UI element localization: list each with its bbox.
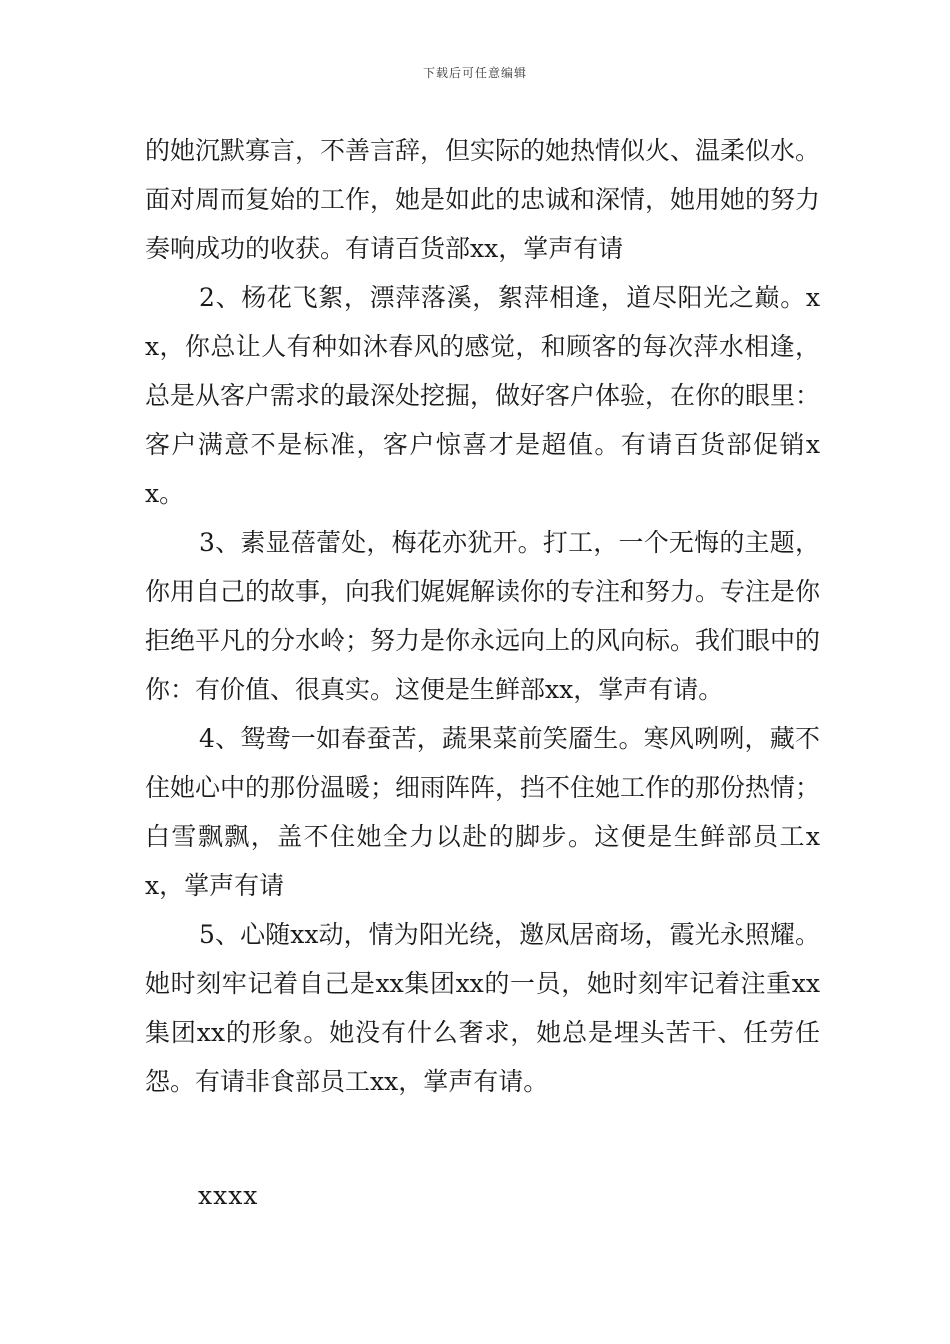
paragraph-item-3: 3、素显蓓蕾处，梅花亦犹开。打工，一个无悔的主题，你用自己的故事，向我们娓娓解读你的专注和努力。专注是你拒绝平凡的分水岭；努力是你永远向上的风向标。我们眼中的你：有价值、很真实。这便是生鲜部xx，掌声有请。 — [145, 528, 821, 704]
page-header: 下载后可任意编辑 — [422, 66, 527, 80]
signature: xxxx — [198, 1181, 259, 1210]
paragraph-item-5: 5、心随xx动，情为阳光绕，邀凤居商场，霞光永照耀。她时刻牢记着自己是xx集团xx的一员，她时刻牢记着注重xx集团xx的形象。她没有什么奢求，她总是埋头苦干、任劳任怨。有请非食部员工xx，掌声有请。 — [145, 920, 820, 1096]
document-body — [145, 126, 820, 1106]
paragraph-continuation: 的她沉默寡言，不善言辞，但实际的她热情似火、温柔似水。面对周而复始的工作，她是如此的忠诚和深情，她用她的努力奏响成功的收获。有请百货部xx，掌声有请 — [145, 136, 821, 263]
paragraph-item-4: 4、鸳鸯一如春蚕苦，蔬果菜前笑靥生。寒风咧咧，藏不住她心中的那份温暖；细雨阵阵，挡不住她工作的那份热情；白雪飘飘，盖不住她全力以赴的脚步。这便是生鲜部员工xx，掌声有请 — [145, 724, 821, 900]
paragraph-item-2: 2、杨花飞絮，漂萍落溪，絮萍相逢，道尽阳光之巅。xx，你总让人有种如沐春风的感觉，和顾客的每次萍水相逢，总是从客户需求的最深处挖掘，做好客户体验，在你的眼里：客户满意不是标准，客户惊喜才是超值。有请百货部促销xx。 — [145, 283, 821, 508]
